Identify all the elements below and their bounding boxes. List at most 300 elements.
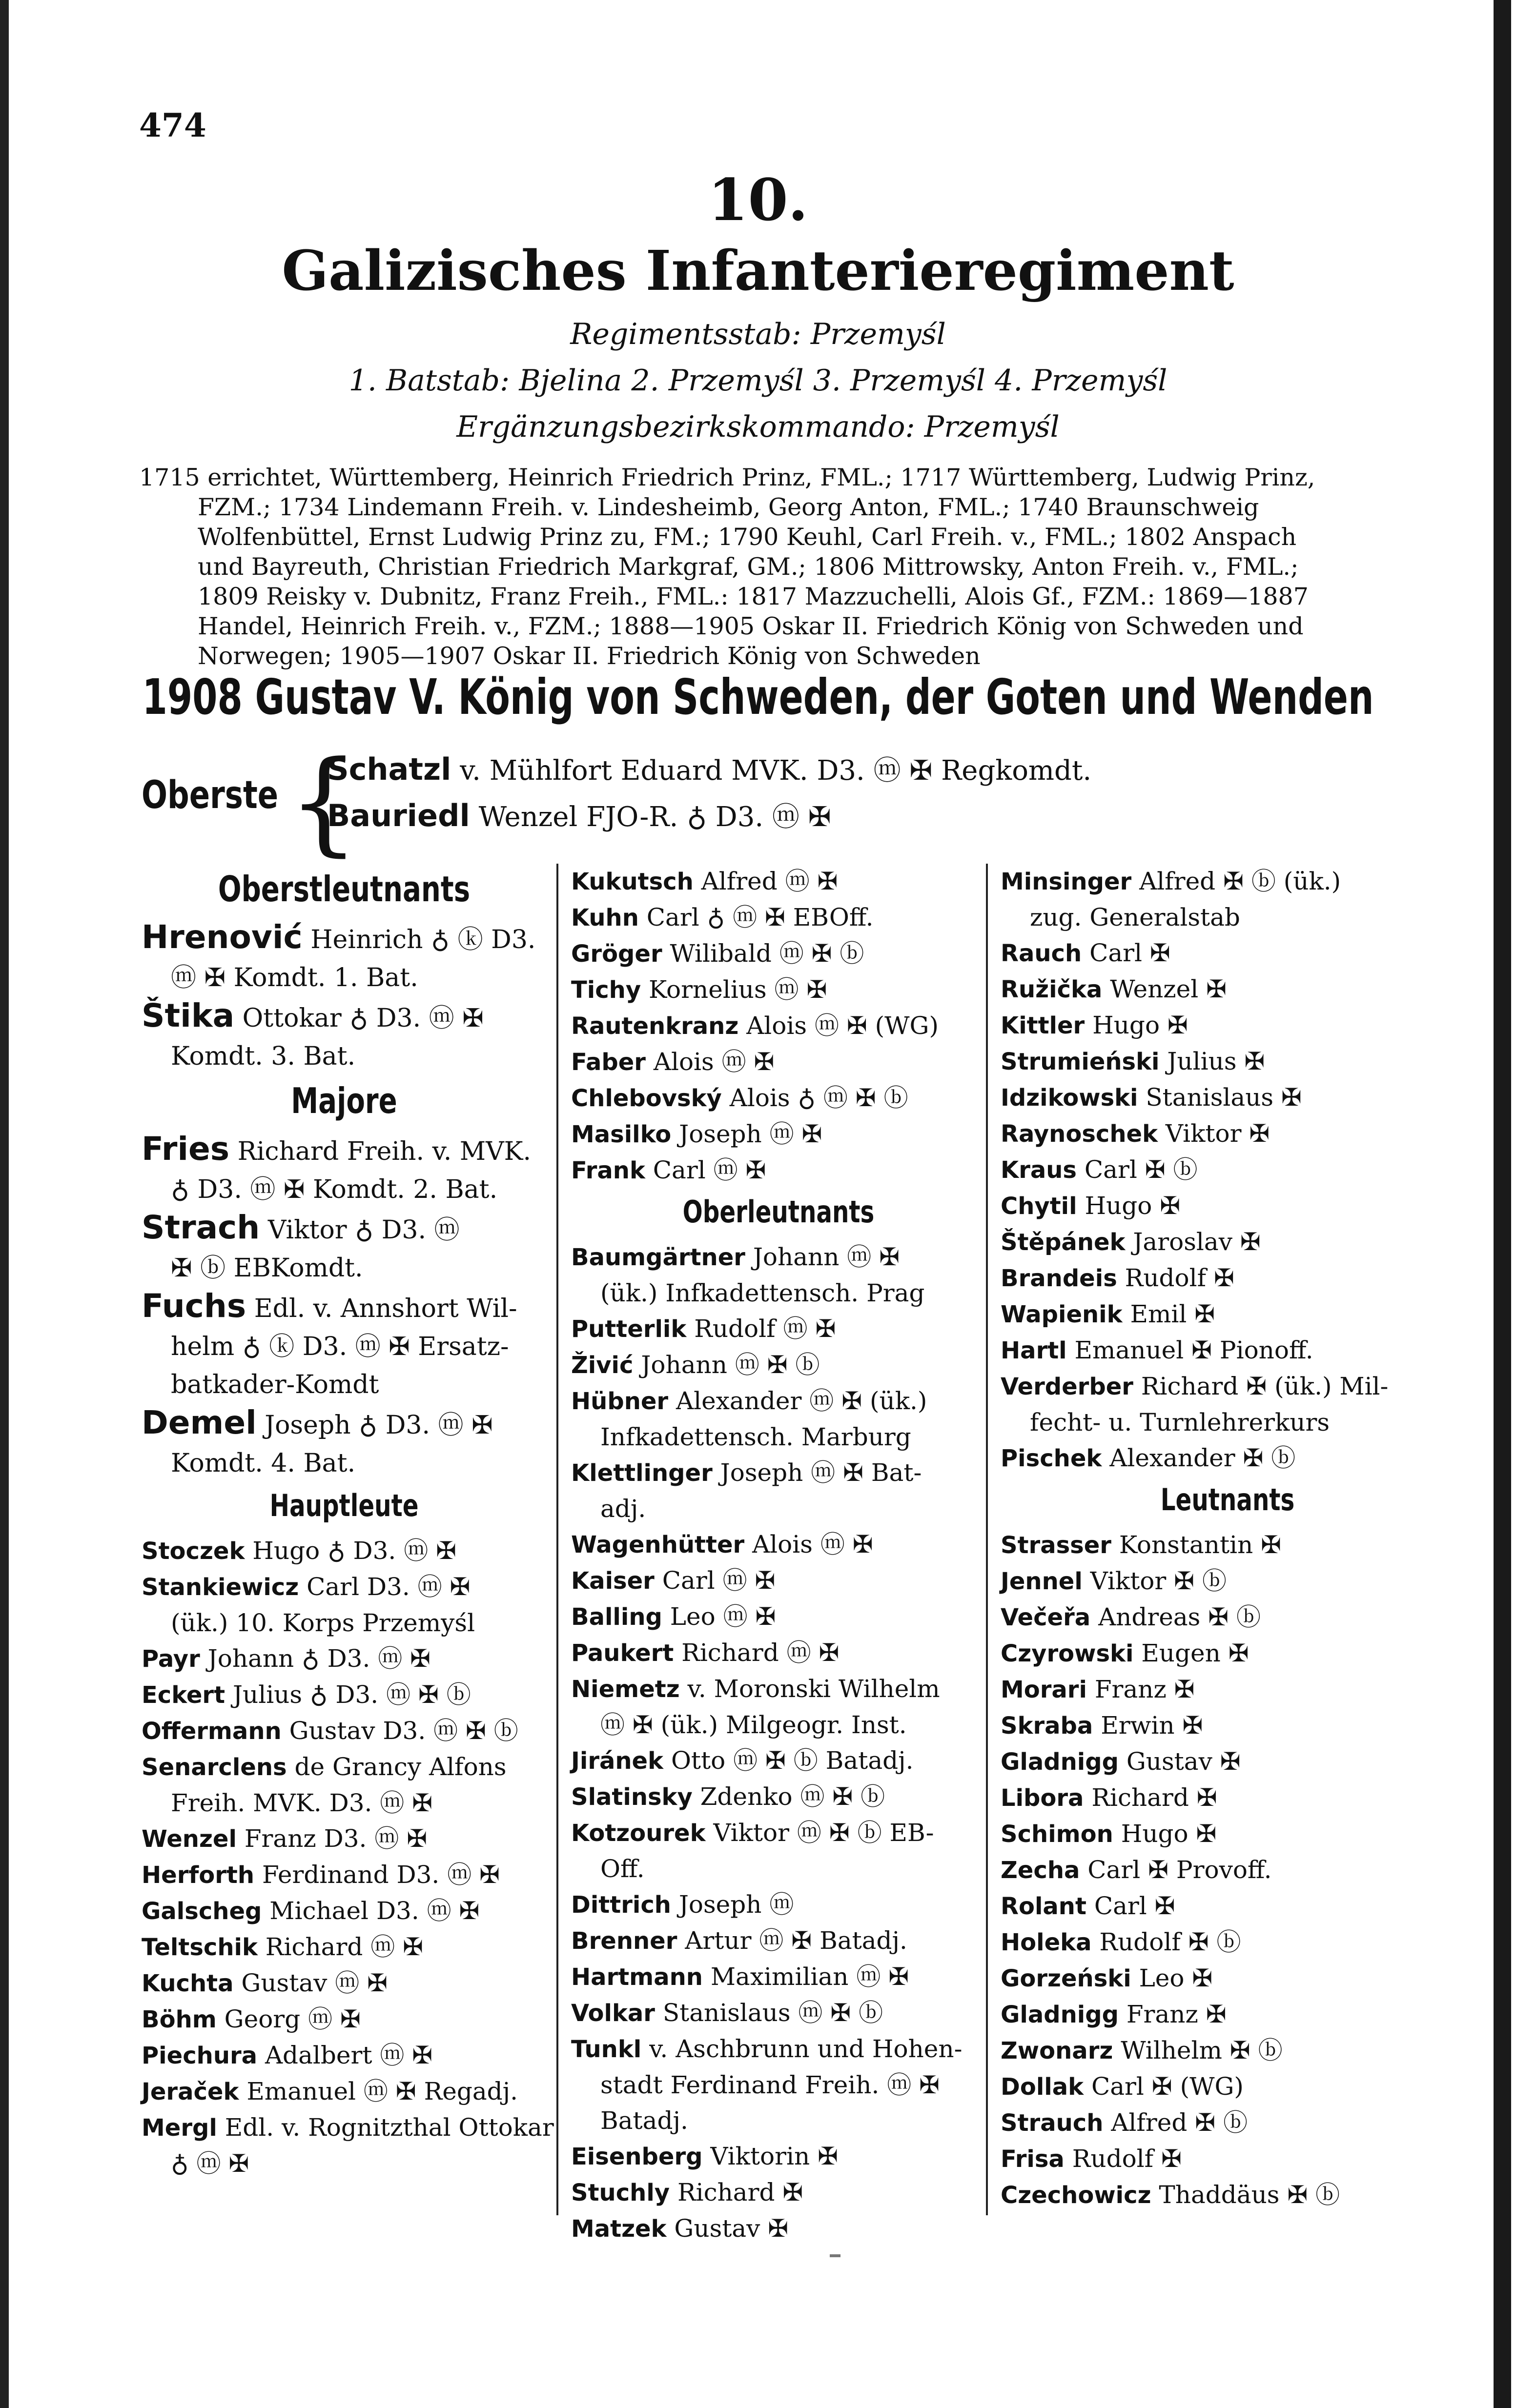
officer-detail: Carl ✠ (1089, 939, 1170, 967)
officer-detail: Alois ⓜ ✠ (752, 1530, 873, 1558)
officer-entry (571, 900, 986, 936)
officer-entry (571, 1563, 986, 1599)
oberst-entry (327, 749, 1091, 788)
officer-detail: Alois ⓜ ✠ (653, 1048, 775, 1076)
officer-surname: Kraus (1001, 1156, 1077, 1184)
officer-surname: Baumgärtner (571, 1244, 745, 1271)
officer-entry (1001, 1044, 1455, 1080)
officer-detail: Artur ⓜ ✠ Batadj. (685, 1926, 907, 1955)
officer-entry (1001, 1961, 1455, 1997)
officer-surname: Schimon (1001, 1821, 1113, 1848)
officer-entry (571, 1671, 986, 1707)
officer-detail: Erwin ✠ (1101, 1711, 1203, 1740)
ergaenzung: Ergänzungsbezirkskommando: Przemyśl (456, 410, 1060, 444)
officer-detail: Alfred ✠ ⓑ (ük.) (1139, 867, 1341, 895)
officer-detail-continued: ✠ ⓑ EBKomdt. (171, 1254, 363, 1283)
officer-entry (142, 1857, 547, 1893)
officer-surname: Večeřa (1001, 1604, 1091, 1631)
officer-detail: Wilhelm ✠ ⓑ (1121, 2036, 1283, 2064)
officer-detail: Hugo ✠ (1121, 1820, 1217, 1848)
officer-detail: Wenzel ✠ (1110, 975, 1227, 1003)
officer-detail-continued: adj. (600, 1495, 646, 1523)
officer-surname: Štěpánek (1001, 1229, 1126, 1256)
officer-detail-continued: fecht- u. Turnlehrerkurs (1030, 1408, 1330, 1437)
officer-detail: Alexander ✠ ⓑ (1109, 1444, 1296, 1472)
officer-entry (1001, 1527, 1455, 1563)
officer-detail-continued: ♁ D3. ⓜ ✠ Komdt. 2. Bat. (171, 1175, 498, 1204)
officer-detail: Joseph ⓜ ✠ (679, 1120, 822, 1148)
officer-entry (1001, 1188, 1455, 1224)
officer-surname: Böhm (142, 2006, 217, 2033)
officer-detail-continued: (ük.) 10. Korps Przemyśl (171, 1609, 475, 1637)
officer-detail-continued: (ük.) Infkadettensch. Prag (600, 1279, 925, 1307)
officer-surname: Gladnigg (1001, 1748, 1119, 1776)
officer-detail: Richard ⓜ ✠ (265, 1933, 424, 1961)
officer-detail: Hugo ✠ (1092, 1011, 1188, 1039)
officer-surname: Stuchly (571, 2179, 670, 2206)
officer-detail: Viktor ✠ (1165, 1119, 1270, 1148)
officer-surname: Wagenhütter (571, 1531, 745, 1558)
officer-surname: Jiránek (571, 1747, 664, 1775)
officer-entry (1001, 1440, 1455, 1477)
oberst-detail: Wenzel FJO-R. ♁ D3. ⓜ ✠ (478, 801, 831, 833)
officer-surname: Piechura (142, 2042, 258, 2069)
officer-detail: Alois ♁ ⓜ ✠ ⓑ (729, 1084, 908, 1112)
officer-detail: Stanislaus ⓜ ✠ ⓑ (662, 1999, 883, 2027)
officer-detail: Joseph ⓜ ✠ Bat- (720, 1458, 922, 1487)
officer-entry (1001, 864, 1455, 900)
officer-surname: Strach (142, 1209, 260, 1246)
officer-entry (1001, 1296, 1455, 1333)
officer-surname: Holeka (1001, 1929, 1092, 1956)
officer-entry (571, 1923, 986, 1959)
officer-surname: Zwonarz (1001, 2037, 1113, 2064)
officer-entry (571, 1116, 986, 1153)
officer-surname: Galscheg (142, 1898, 262, 1925)
officer-entry (142, 1677, 547, 1713)
officer-entry (1001, 1744, 1455, 1780)
officer-entry (142, 2038, 547, 2074)
officer-entry (142, 1749, 547, 1785)
officer-detail: Heinrich ♁ ⓚ D3. (310, 925, 536, 954)
officer-surname: Brenner (571, 1927, 677, 1955)
officer-detail: Johann ♁ D3. ⓜ ✠ (207, 1644, 431, 1673)
section-heading: Leutnants (1160, 1482, 1295, 1518)
officer-surname: Niemetz (571, 1676, 680, 1703)
officer-detail-continued: Off. (600, 1855, 645, 1883)
officer-detail: Ferdinand D3. ⓜ ✠ (262, 1861, 500, 1889)
officer-entry (142, 1209, 547, 1249)
officer-entry (142, 2074, 547, 2110)
officer-surname: Idzikowski (1001, 1084, 1138, 1112)
officer-detail: Maximilian ⓜ ✠ (710, 1963, 909, 1991)
officer-entry (571, 1743, 986, 1779)
regiment-title: Galizisches Infanterieregiment (282, 239, 1234, 303)
officer-detail: Franz D3. ⓜ ✠ (244, 1824, 428, 1853)
officer-detail: Viktor ✠ ⓑ (1090, 1567, 1227, 1595)
officer-detail-continued: Komdt. 3. Bat. (171, 1042, 356, 1071)
oberst-name: Schatzl (327, 751, 451, 787)
officer-detail: Franz ✠ (1094, 1675, 1195, 1703)
batstab: 1. Batstab: Bjelina 2. Przemyśl 3. Przemyśl 4. Przemyśl (348, 364, 1168, 398)
officer-detail: Julius ✠ (1167, 1047, 1265, 1075)
officer-surname: Eisenberg (571, 2143, 703, 2170)
officer-detail: Carl D3. ⓜ ✠ (307, 1573, 471, 1601)
officer-entry (142, 1965, 547, 2002)
officer-surname: Zecha (1001, 1857, 1080, 1884)
officer-surname: Verderber (1001, 1373, 1133, 1400)
officer-entry (1001, 1636, 1455, 1672)
officer-surname: Ružička (1001, 976, 1103, 1003)
officer-detail-continued: Batadj. (600, 2106, 688, 2135)
officer-entry (1001, 1780, 1455, 1816)
officer-detail-continued: batkader-Komdt (171, 1370, 379, 1399)
officer-entry (1001, 2177, 1455, 2213)
officer-surname: Wapienik (1001, 1301, 1123, 1328)
officer-entry (571, 1635, 986, 1671)
officer-surname: Strauch (1001, 2109, 1104, 2137)
officer-surname: Strasser (1001, 1532, 1111, 1559)
history-line: 1809 Reisky v. Dubnitz, Franz Freih., FML.: 1817 Mazzuchelli, Alois Gf., FZM.: 1869—1887 (198, 583, 1309, 610)
officer-surname: Tichy (571, 976, 641, 1004)
column-left (142, 864, 554, 2182)
officer-entry (1001, 1997, 1455, 2033)
officer-surname: Minsinger (1001, 868, 1132, 895)
page-number: 474 (139, 106, 206, 144)
officer-surname: Czechowicz (1001, 2182, 1151, 2209)
officer-detail: Johann ⓜ ✠ (753, 1243, 900, 1271)
officer-surname: Jeraček (142, 2078, 239, 2105)
officer-detail: Franz ✠ (1126, 2000, 1227, 2028)
officer-surname: Skraba (1001, 1712, 1093, 1740)
officer-detail: Emanuel ✠ Pionoff. (1074, 1336, 1313, 1364)
officer-entry (142, 1893, 547, 1929)
column-middle (571, 864, 986, 2247)
officer-surname: Payr (142, 1645, 200, 1673)
history-line: und Bayreuth, Christian Friedrich Markgraf, GM.; 1806 Mittrowsky, Anton Freih. v., FML.; (198, 553, 1299, 581)
officer-detail: Joseph ⓜ (678, 1890, 794, 1919)
officer-detail-continued: ♁ ⓜ ✠ (171, 2149, 249, 2178)
officer-detail: Rudolf ✠ (1125, 1264, 1234, 1292)
officer-surname: Eckert (142, 1681, 225, 1709)
officer-detail-continued: zug. Generalstab (1030, 903, 1240, 931)
officer-detail: Edl. v. Rognitzthal Ottokar (225, 2113, 554, 2142)
officer-entry (142, 1713, 547, 1749)
officer-detail: Carl ⓜ ✠ (662, 1566, 776, 1595)
officer-entry (571, 1995, 986, 2031)
officer-detail: Viktorin ✠ (710, 2142, 838, 2170)
officer-detail: Viktor ♁ D3. ⓜ (267, 1215, 460, 1245)
officer-entry (1001, 1080, 1455, 1116)
officer-detail-continued: stadt Ferdinand Freih. ⓜ ✠ (600, 2071, 940, 2099)
officer-detail: Gustav ⓜ ✠ (241, 1969, 388, 1997)
oberst-entry (327, 795, 831, 834)
oberst-detail: v. Mühlfort Eduard MVK. D3. ⓜ ✠ Regkomdt. (460, 755, 1092, 787)
officer-surname: Gladnigg (1001, 2001, 1119, 2028)
officer-detail: Emil ✠ (1130, 1300, 1215, 1328)
officer-surname: Czyrowski (1001, 1640, 1134, 1667)
officer-surname: Offermann (142, 1718, 282, 1745)
officer-surname: Kuhn (571, 904, 639, 931)
officer-surname: Rauch (1001, 940, 1082, 967)
officer-surname: Senarclens (142, 1754, 287, 1781)
officer-surname: Kaiser (571, 1567, 655, 1595)
officer-detail: Wilibald ⓜ ✠ ⓑ (670, 939, 864, 968)
officer-detail-continued: Infkadettensch. Marburg (600, 1423, 911, 1451)
officer-surname: Živić (571, 1352, 634, 1379)
officer-surname: Teltschik (142, 1934, 258, 1961)
officer-entry (571, 936, 986, 972)
officer-entry (1001, 1708, 1455, 1744)
officer-detail: Richard ✠ (1091, 1783, 1217, 1812)
brace: { (288, 737, 360, 868)
officer-detail: Carl ✠ (1094, 1892, 1175, 1920)
officer-surname: Hartl (1001, 1337, 1067, 1364)
officer-detail: Eugen ✠ (1141, 1639, 1249, 1667)
officer-entry (571, 864, 986, 900)
officer-detail: Adalbert ⓜ ✠ (265, 2041, 433, 2069)
officer-entry (571, 2139, 986, 2175)
officer-surname: Chytil (1001, 1193, 1077, 1220)
regiment-history (139, 463, 1403, 671)
officer-surname: Matzek (571, 2215, 667, 2243)
officer-entry (571, 1044, 986, 1080)
officer-entry (571, 2211, 986, 2247)
officer-detail-continued: Freih. MVK. D3. ⓜ ✠ (171, 1789, 433, 1817)
officer-entry (571, 1815, 986, 1851)
officer-entry (571, 2031, 986, 2067)
officer-surname: Kukutsch (571, 868, 694, 895)
officer-surname: Paukert (571, 1639, 674, 1667)
officer-entry (571, 2175, 986, 2211)
officer-surname: Morari (1001, 1676, 1087, 1703)
officer-detail: v. Moronski Wilhelm (687, 1675, 940, 1703)
officer-entry (142, 2002, 547, 2038)
officer-entry (1001, 1599, 1455, 1636)
officer-entry (1001, 2141, 1455, 2177)
history-line: Wolfenbüttel, Ernst Ludwig Prinz zu, FM.; 1790 Keuhl, Carl Freih. v., FML.; 1802 Anspach (198, 523, 1297, 551)
officer-detail: Kornelius ⓜ ✠ (649, 975, 827, 1004)
section-heading: Oberstleutnants (218, 869, 471, 910)
officer-surname: Dittrich (571, 1891, 671, 1919)
officer-entry (571, 1455, 986, 1491)
officer-entry (571, 972, 986, 1008)
officer-entry (1001, 1008, 1455, 1044)
officer-surname: Balling (571, 1603, 662, 1631)
officer-surname: Rautenkranz (571, 1012, 739, 1040)
officer-surname: Chlebovský (571, 1085, 722, 1112)
officer-surname: Stoczek (142, 1538, 245, 1565)
officer-surname: Fries (142, 1130, 230, 1168)
officer-entry (1001, 1672, 1455, 1708)
officer-surname: Gorzeński (1001, 1965, 1131, 1992)
officer-detail: Hugo ✠ (1085, 1192, 1181, 1220)
officer-entry (1001, 1116, 1455, 1152)
officer-entry (1001, 1852, 1455, 1888)
officer-entry (1001, 1888, 1455, 1924)
officer-surname: Kittler (1001, 1012, 1085, 1039)
officer-entry (142, 1287, 547, 1328)
officer-detail-continued: Komdt. 4. Bat. (171, 1449, 356, 1478)
officer-surname: Libora (1001, 1784, 1084, 1812)
officer-surname: Strumieński (1001, 1048, 1160, 1075)
officer-detail: Carl ♁ ⓜ ✠ EBOff. (646, 903, 874, 931)
regiment-owner: 1908 Gustav V. König von Schweden, der Goten und Wenden (142, 668, 1374, 726)
regiment-number: 10. (708, 166, 808, 234)
officer-detail: Gustav D3. ⓜ ✠ ⓑ (289, 1717, 518, 1745)
history-line: 1715 errichtet, Württemberg, Heinrich Friedrich Prinz, FML.; 1717 Württemberg, Ludwig Prinz, (139, 464, 1315, 491)
scan-edge-bar (1494, 0, 1511, 2408)
officer-detail: Ottokar ♁ D3. ⓜ ✠ (242, 1004, 484, 1033)
officer-detail-continued: ⓜ ✠ Komdt. 1. Bat. (171, 963, 418, 992)
officer-entry (1001, 1224, 1455, 1260)
officer-entry (571, 1153, 986, 1189)
officer-detail: Richard Freih. v. MVK. (237, 1137, 532, 1166)
officer-entry (1001, 1816, 1455, 1852)
officer-detail: Alfred ✠ ⓑ (1111, 2108, 1248, 2137)
oberste-label: Oberste (142, 773, 279, 817)
officer-entry (571, 1959, 986, 1995)
officer-detail: Richard ⓜ ✠ (681, 1639, 840, 1667)
history-line: FZM.; 1734 Lindemann Freih. v. Lindesheimb, Georg Anton, FML.; 1740 Braunschweig (198, 493, 1259, 521)
officer-surname: Fuchs (142, 1287, 246, 1325)
officer-entry (142, 1533, 547, 1569)
officer-entry (1001, 2105, 1455, 2141)
officer-entry (1001, 2069, 1455, 2105)
officer-entry (571, 1779, 986, 1815)
officer-detail: Hugo ♁ D3. ⓜ ✠ (252, 1537, 456, 1565)
officer-detail: Richard ✠ (677, 2178, 803, 2206)
officer-detail: de Grancy Alfons (294, 1753, 507, 1781)
officer-detail: Julius ♁ D3. ⓜ ✠ ⓑ (232, 1680, 471, 1709)
officer-entry (142, 1821, 547, 1857)
officer-surname: Putterlik (571, 1315, 687, 1343)
officer-entry (571, 1311, 986, 1347)
officer-entry (571, 1239, 986, 1275)
officer-entry (142, 1130, 547, 1171)
officer-surname: Slatinsky (571, 1783, 693, 1811)
officer-entry (142, 1404, 547, 1444)
officer-entry (142, 1929, 547, 1965)
officer-surname: Štika (142, 997, 235, 1034)
officer-detail: Jaroslav ✠ (1133, 1228, 1261, 1256)
column-divider (556, 864, 558, 2215)
oberst-name: Bauriedl (327, 798, 470, 833)
officer-detail: Gustav ✠ (674, 2214, 789, 2243)
officer-surname: Rolant (1001, 1893, 1086, 1920)
officer-surname: Gröger (571, 940, 662, 968)
column-right (1001, 864, 1455, 2213)
officer-entry (142, 2110, 554, 2146)
officer-surname: Frisa (1001, 2145, 1065, 2173)
officer-entry (1001, 1924, 1455, 1961)
officer-entry (571, 1080, 986, 1116)
officer-detail: Alfred ⓜ ✠ (701, 867, 838, 895)
officer-detail: Edl. v. Annshort Wil- (254, 1294, 517, 1323)
officer-detail: Georg ⓜ ✠ (224, 2005, 361, 2033)
officer-detail: Emanuel ⓜ ✠ Regadj. (246, 2077, 518, 2105)
officer-detail-continued: ⓜ ✠ (ük.) Milgeogr. Inst. (600, 1711, 907, 1739)
officer-detail: v. Aschbrunn und Hohen- (649, 2035, 963, 2063)
officer-detail: Joseph ♁ D3. ⓜ ✠ (265, 1411, 493, 1440)
section-heading: Hauptleute (269, 1488, 419, 1523)
officer-surname: Kuchta (142, 1970, 234, 1997)
officer-detail-continued: helm ♁ ⓚ D3. ⓜ ✠ Ersatz- (171, 1332, 509, 1361)
officer-entry (142, 1569, 547, 1605)
officer-entry (571, 1347, 986, 1383)
officer-detail: Stanislaus ✠ (1146, 1083, 1302, 1112)
history-line: Handel, Heinrich Freih. v., FZM.; 1888—1905 Oskar II. Friedrich König von Schweden und (198, 612, 1304, 640)
officer-detail: Alexander ⓜ ✠ (ük.) (676, 1387, 927, 1415)
officer-surname: Tunkl (571, 2036, 642, 2063)
scan-edge-left (0, 0, 9, 2408)
officer-entry (1001, 935, 1455, 971)
officer-detail: Rudolf ✠ (1072, 2145, 1182, 2173)
officer-surname: Pischek (1001, 1445, 1102, 1472)
officer-surname: Hübner (571, 1388, 669, 1415)
officer-entry (571, 1383, 986, 1419)
officer-surname: Wenzel (142, 1825, 237, 1853)
officer-surname: Kotzourek (571, 1820, 706, 1847)
scan-edge-right (1489, 0, 1516, 2408)
officer-entry (571, 1599, 986, 1635)
officer-surname: Brandeis (1001, 1265, 1117, 1292)
officer-detail: Richard ✠ (ük.) Mil- (1141, 1372, 1389, 1400)
officer-detail: Zdenko ⓜ ✠ ⓑ (700, 1782, 885, 1811)
officer-entry (1001, 971, 1455, 1008)
officer-entry (142, 1641, 547, 1677)
officer-surname: Hrenović (142, 918, 303, 956)
officer-detail: Carl ✠ ⓑ (1084, 1155, 1198, 1184)
officer-detail: Leo ⓜ ✠ (670, 1602, 776, 1631)
officer-surname: Masilko (571, 1121, 672, 1148)
officer-detail: Konstantin ✠ (1119, 1531, 1282, 1559)
officer-detail: Otto ⓜ ✠ ⓑ Batadj. (671, 1746, 914, 1775)
officer-surname: Raynoschek (1001, 1120, 1158, 1148)
officer-surname: Hartmann (571, 1963, 703, 1991)
officer-detail: Johann ⓜ ✠ ⓑ (641, 1351, 820, 1379)
officer-surname: Frank (571, 1157, 645, 1184)
section-heading: Oberleutnants (682, 1194, 875, 1230)
officer-surname: Faber (571, 1049, 646, 1076)
officer-entry (1001, 1260, 1455, 1296)
officer-detail: Michael D3. ⓜ ✠ (269, 1897, 480, 1925)
officer-entry (1001, 1152, 1455, 1188)
officer-surname: Jennel (1001, 1568, 1083, 1595)
officer-detail: Carl ✠ Provoff. (1087, 1856, 1272, 1884)
officer-entry (571, 1887, 986, 1923)
history-line: Norwegen; 1905—1907 Oskar II. Friedrich König von Schweden (198, 642, 981, 670)
officer-detail: Carl ✠ (WG) (1091, 2072, 1244, 2101)
officer-detail: Viktor ⓜ ✠ ⓑ EB- (713, 1819, 934, 1847)
officer-entry (571, 1008, 986, 1044)
officer-surname: Stankiewicz (142, 1574, 299, 1601)
officer-surname: Mergl (142, 2114, 217, 2142)
officer-detail: Thaddäus ✠ ⓑ (1159, 2181, 1340, 2209)
officer-entry (142, 997, 547, 1037)
officer-detail: Rudolf ⓜ ✠ (694, 1315, 836, 1343)
footer-mark (830, 2254, 840, 2257)
column-divider (986, 864, 988, 2215)
officer-surname: Herforth (142, 1862, 255, 1889)
officer-surname: Demel (142, 1404, 257, 1441)
officer-detail: Gustav ✠ (1126, 1747, 1241, 1776)
officer-entry (1001, 1333, 1455, 1369)
officer-detail: Leo ✠ (1139, 1964, 1213, 1992)
officer-detail: Carl ⓜ ✠ (653, 1156, 766, 1184)
section-heading: Majore (291, 1080, 397, 1121)
officer-entry (1001, 1369, 1455, 1405)
